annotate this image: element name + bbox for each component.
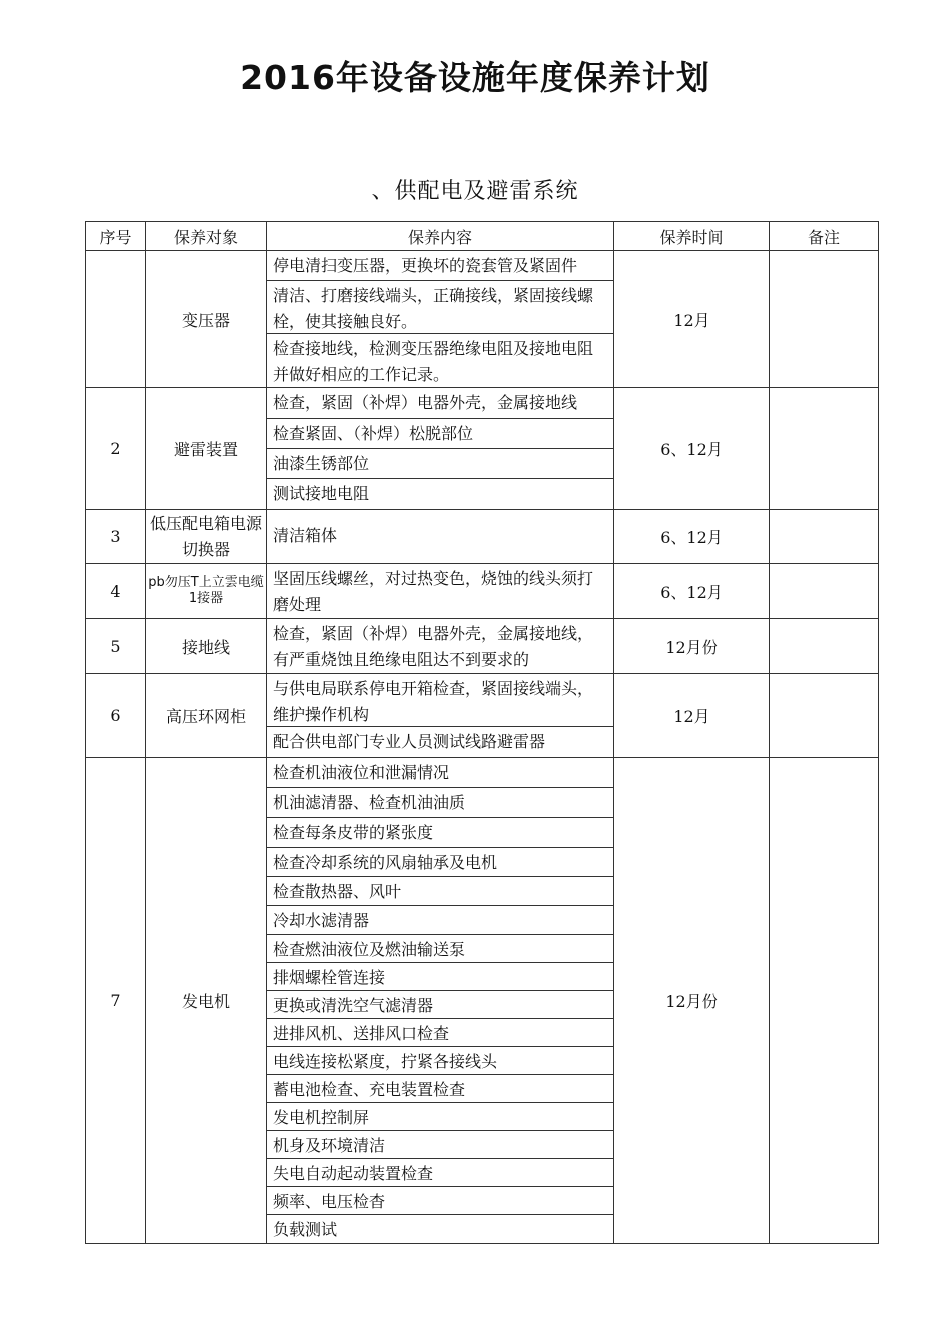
row-object: pb勿压T上立雲电缆1接器 xyxy=(146,564,267,619)
table-row xyxy=(86,510,879,564)
document-title: 2016年设备设施年度保养计划 xyxy=(240,58,710,97)
header-serial-no: 序号 xyxy=(86,222,146,251)
task-item: 发电机控制屏 xyxy=(267,1103,613,1131)
row-note xyxy=(770,388,879,510)
task-item: 配合供电部门专业人员测试线路避雷器 xyxy=(273,732,546,751)
row-time: 6、12月 xyxy=(614,564,770,619)
table-row xyxy=(86,619,879,674)
task-item: 测试接地电阻 xyxy=(273,484,370,503)
task-item: 检查散热器、风叶 xyxy=(267,877,613,906)
row-no: 3 xyxy=(86,510,146,564)
task-item: 坚固压线螺丝，对过热变色，烧蚀的线头须打磨处理 xyxy=(273,569,594,614)
row-object: 低压配电箱电源切换器 xyxy=(146,510,267,564)
row-no: 6 xyxy=(86,674,146,758)
row-tasks xyxy=(267,674,614,758)
row-no: 7 xyxy=(86,758,146,1244)
task-item: 机油滤清器、检查机油油质 xyxy=(267,788,613,818)
task-item: 频率、电压检杳 xyxy=(267,1187,613,1215)
task-item: 检查每条皮带的紧张度 xyxy=(267,818,613,848)
row-tasks xyxy=(267,251,614,388)
section-title: 、供配电及避雷系统 xyxy=(371,179,579,204)
task-item: 更换或清洗空气滤清器 xyxy=(267,991,613,1019)
table-header-row xyxy=(86,222,879,251)
row-note xyxy=(770,674,879,758)
row-time: 12月 xyxy=(614,251,770,388)
task-item: 检查机油液位和泄漏情况 xyxy=(267,758,613,788)
row-object: 高压环网柜 xyxy=(146,674,267,758)
row-no: 2 xyxy=(86,388,146,510)
row-time: 12月 xyxy=(614,674,770,758)
header-content: 保养内容 xyxy=(267,222,614,251)
row-note xyxy=(770,758,879,1244)
task-item: 油漆生锈部位 xyxy=(267,449,613,479)
task-item: 机身及环境清洁 xyxy=(267,1131,613,1159)
row-no: 4 xyxy=(86,564,146,619)
task-item: 检查燃油液位及燃油输送泵 xyxy=(267,935,613,963)
task-item: 检查冷却系统的风扇轴承及电机 xyxy=(267,848,613,877)
task-item: 清洁箱体 xyxy=(273,526,338,545)
header-time: 保养时间 xyxy=(614,222,770,251)
row-note xyxy=(770,619,879,674)
table-row xyxy=(86,674,879,758)
task-item: 失电自动起动装置检查 xyxy=(267,1159,613,1187)
row-note xyxy=(770,564,879,619)
task-item: 检查，紧固（补焊）电器外壳，金属接地线 xyxy=(267,388,613,419)
row-no: 5 xyxy=(86,619,146,674)
row-tasks xyxy=(267,619,614,674)
task-item: 电线连接松紧度，拧紧各接线头 xyxy=(267,1047,613,1075)
task-item: 检查，紧固（补焊）电器外壳，金属接地线，有严重烧蚀且绝缘电阻达不到要求的 xyxy=(273,624,594,669)
task-item: 负载测试 xyxy=(273,1220,338,1239)
row-tasks xyxy=(267,758,614,1244)
row-time: 12月份 xyxy=(614,758,770,1244)
row-object: 接地线 xyxy=(146,619,267,674)
row-time: 6、12月 xyxy=(614,510,770,564)
row-tasks xyxy=(267,510,614,564)
task-item: 检查紧固、（补焊）松脱部位 xyxy=(267,419,613,449)
row-note xyxy=(770,251,879,388)
row-object: 变压器 xyxy=(146,251,267,388)
row-time: 12月份 xyxy=(614,619,770,674)
task-item: 排烟螺栓管连接 xyxy=(267,963,613,991)
table-row xyxy=(86,388,879,510)
task-item: 进排风机、送排风口检查 xyxy=(267,1019,613,1047)
row-object: 避雷装置 xyxy=(146,388,267,510)
task-item: 清洁、打磨接线端头，正确接线，紧固接线螺栓，使其接触良好。 xyxy=(267,281,613,334)
header-object: 保养对象 xyxy=(146,222,267,251)
task-item: 停电清扫变压器，更换坏的瓷套管及紧固件 xyxy=(267,251,613,281)
task-item: 冷却水滤清器 xyxy=(267,906,613,935)
row-no xyxy=(86,251,146,388)
table-row xyxy=(86,251,879,388)
row-note xyxy=(770,510,879,564)
task-item: 与供电局联系停电开箱检查，紧固接线端头，维护操作机构 xyxy=(267,674,613,727)
task-item: 蓄电池检查、充电装置检查 xyxy=(267,1075,613,1103)
maintenance-plan-table xyxy=(85,221,879,1244)
row-object: 发电机 xyxy=(146,758,267,1244)
table-row xyxy=(86,564,879,619)
task-item: 检查接地线，检测变压器绝缘电阻及接地电阻并做好相应的工作记录。 xyxy=(273,339,594,384)
table-row xyxy=(86,758,879,1244)
row-tasks xyxy=(267,388,614,510)
row-tasks xyxy=(267,564,614,619)
header-note: 备注 xyxy=(770,222,879,251)
row-time: 6、12月 xyxy=(614,388,770,510)
